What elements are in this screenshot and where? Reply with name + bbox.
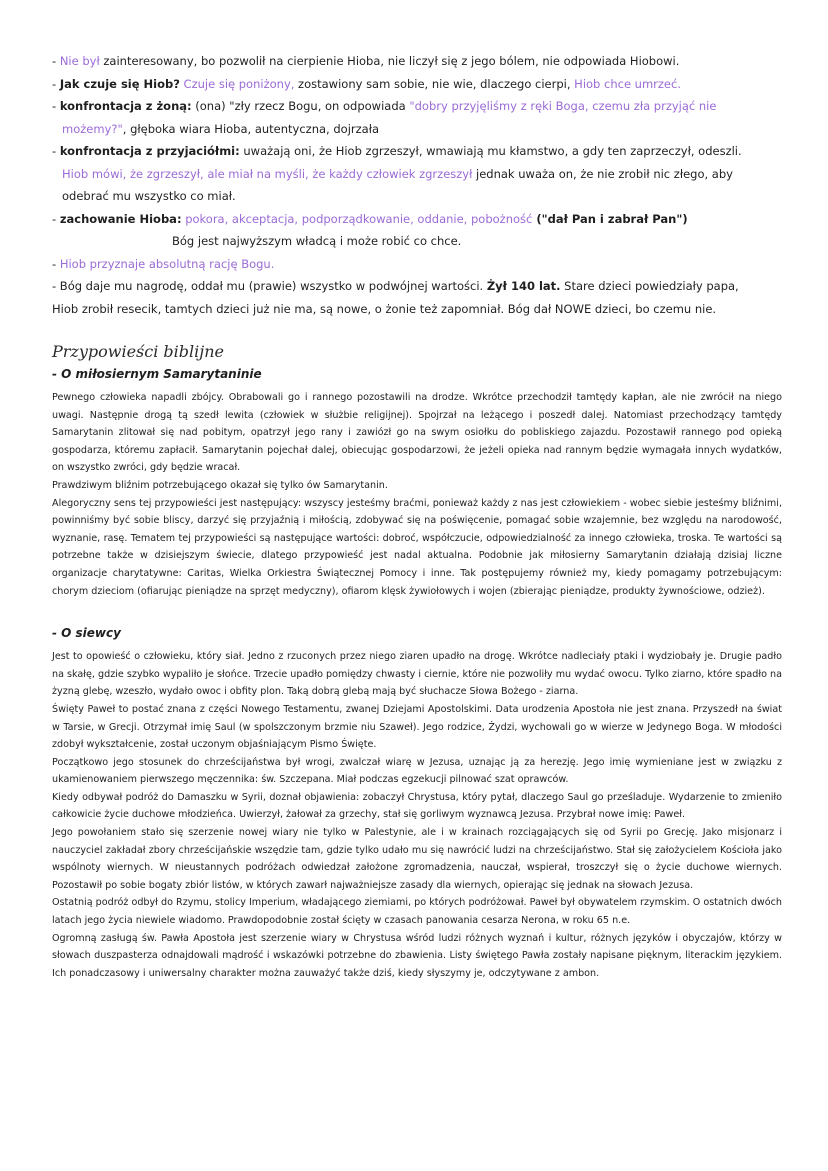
hiob-line-12: Hiob zrobił resecik, tamtych dzieci już nie ma, są nowe, o żonie też zapomniał. Bóg dał NOWE dzieci, bo czemu nie. [52, 301, 717, 316]
text-highlight: Hiob przyznaje absolutną rację Bogu. [59, 256, 275, 271]
paragraph: Prawdziwym bliźnim potrzebującego okazał się tylko ów Samarytanin. [52, 479, 388, 491]
text: Stare dzieci powiedziały papa, [560, 279, 739, 293]
paragraph: Ostatnią podróż odbył do Rzymu, stolicy Imperium, władającego ziemiami, po których podróżował. Paweł był obywatelem rzymskim. O ostatnich dwóch latach jego życia niewiele wiadomo. Prawdopodobnie został ścięty w czasach panowania cesarza Nerona, w roku 65 n.e. [52, 897, 782, 927]
text-highlight: "dobry przyjęliśmy z ręki Boga, czemu zła przyjąć nie [409, 99, 717, 113]
bold-label: Jak czuje się Hiob? [59, 76, 180, 91]
hiob-line-2: - Jak czuje się Hiob? Czuje się poniżony, zostawiony sam sobie, nie wie, dlaczego cierpi, Hiob chce umrzeć. [52, 76, 681, 91]
hiob-line-5: - konfrontacja z przyjaciółmi: uważają oni, że Hiob zgrzeszył, wmawiają mu kłamstwo, a gdy ten zaprzeczył, odeszli. [52, 144, 742, 158]
paragraph: Święty Paweł to postać znana z części Nowego Testamentu, zwanej Dziejami Apostolskimi. Data urodzenia Apostoła nie jest znana. Przyszedł na świat w Tarsie, w Grecji. Otrzymał imię Saul (w spolszczonym brzmie niu Szaweł). Jego rodzice, Żydzi, wychowali go w wierze w Jedynego Boga. W młodości zdobył wykształcenie, został uczonym objaśniającym Pismo Święte. [52, 703, 782, 751]
text: jednak uważa on, że nie zrobił nic złego, aby [472, 166, 733, 181]
hiob-line-4 [52, 118, 782, 141]
bold-label: konfrontacja z przyjaciółmi: [59, 144, 240, 158]
section-title: Przypowieści biblijne [52, 342, 224, 361]
bold-quote: ("dał Pan i zabrał Pan") [532, 211, 688, 226]
hiob-line-6 [52, 163, 782, 186]
paragraph: Jego powołaniem stało się szerzenie nowej wiary nie tylko w Palestynie, ale i w krainach rozciągających się od Syrii po Grecję. Jako misjonarz i nauczyciel zakładał zbory chrześcijańskie wszędzie tam, gdzie tylko udało mu się nawrócić ludzi na chrześcijaństwo. Stał się założycielem Kościoła jako wspólnoty wiernych. W nieustannych podróżach odwiedzał założone zgromadzenia, nauczał, wspierał, troszczył się o życie duchowe wiernych. Pozostawił po sobie bogaty zbiór listów, w których zawarł najważniejsze zasady dla wiernych, opierając się jednak na słowach Jezusa. [52, 827, 782, 891]
text: zainteresowany, bo pozwolił na cierpienie Hioba, nie liczył się z jego bólem, nie odpowiada Hiobowi. [99, 54, 680, 68]
text: , głęboka wiara Hioba, autentyczna, dojrzała [122, 121, 380, 136]
text-highlight: Hiob mówi, że zgrzeszył, ale miał na myśli, że każdy człowiek zgrzeszył [62, 166, 473, 181]
paragraph: Ogromną zasługą św. Pawła Apostoła jest szerzenie wiary w Chrystusa wśród ludzi różnych wyznań i kultur, różnych języków i obyczajów, którzy w słowach duszpasterza odnajdowali mądrość i wskazówki potrzebne do zbawienia. Listy świętego Pawła zostały napisane pięknym, literackim językiem. Ich ponadczasowy i uniwersalny charakter można zauważyć także dziś, kiedy słyszymy je, odczytywane z ambon. [52, 932, 782, 979]
text: - Bóg daje mu nagrodę, oddał mu (prawie) wszystko w podwójnej wartości. [52, 279, 487, 293]
text-highlight: pokora, akceptacja, podporządkowanie, oddanie, pobożność [181, 211, 533, 226]
paragraph: Kiedy odbywał podróż do Damaszku w Syrii, doznał objawienia: zobaczył Chrystusa, który pytał, dlaczego Saul go prześladuje. Wydarzenie to zmieniło całkowicie życie duchowe młodzieńca. Uwierzył, żałował za grzechy, stał się gorliwym wyznawcą Jezusa. Przybrał nowe imię: Paweł. [52, 791, 782, 821]
text: uważają oni, że Hiob zgrzeszył, wmawiają mu kłamstwo, a gdy ten zaprzeczył, odeszli. [239, 144, 742, 158]
text-highlight: możemy?" [62, 121, 123, 136]
spacer [52, 600, 782, 620]
hiob-line-11 [52, 275, 782, 298]
document-page [52, 50, 782, 982]
text-highlight: Nie był [59, 54, 100, 68]
hiob-line-9: Bóg jest najwyższym władcą i może robić co chce. [172, 234, 462, 248]
paragraph: Alegoryczny sens tej przypowieści jest następujący: wszyscy jesteśmy braćmi, ponieważ każdy z nas jest człowiekiem - wobec siebie jesteśmy bliźnimi, powinniśmy być sobie bliscy, darzyć się przyjaźnią i miłością, zdobywać się na poświęcenie, pomagać sobie wzajemnie, bez względu na narodowość, wyznanie, rasę. Tematem tej przypowieści są następujące wartości: dobroć, współczucie, odpowiedzialność za innego człowieka, troska. Te wartości są potrzebne także w dzisiejszym świecie, dlatego przypowieść jest nadal aktualna. Podobnie jak miłosierny Samarytanin działają dzisiaj liczne organizacje charytatywne: Caritas, Wielka Orkiestra Świątecznej Pomocy i inne. Tak postępujemy również my, kiedy pomagamy potrzebującym: chorym dzieciom (ofiarując pieniądze na sprzęt medyczny), ofiarom klęsk żywiołowych i wojen (zbierając pieniądze, produkty żywnościowe, odzież). [52, 497, 782, 597]
paragraph: Jest to opowieść o człowieku, który siał. Jedno z rzuconych przez niego ziaren upadło na drogę. Wkrótce nadleciały ptaki i wydziobały je. Drugie padło na skałę, gdzie szybko wypaliło je słońce. Trzecie upadło pomiędzy chwasty i ciernie, które nie pozwoliły mu wydać owocu. Tylko ziarno, które spadło na żyzną glebę, wzeszło, wydało owoc i obfity plon. Taką dobrą glebą mają być słuchacze Słowa Bożego - ziarna. [52, 651, 782, 698]
bold-label: Żył 140 lat. [486, 279, 561, 293]
bold-label: zachowanie Hioba: [59, 211, 182, 226]
text-highlight: Czuje się poniżony, [179, 76, 295, 91]
hiob-line-8: - zachowanie Hioba: pokora, akceptacja, podporządkowanie, oddanie, pobożność ("dał Pan i zabrał Pan") [52, 211, 688, 226]
bold-label: konfrontacja z żoną: [59, 99, 192, 113]
paragraph: Początkowo jego stosunek do chrześcijaństwa był wrogi, zwalczał wiarę w Jezusa, uznając ją za herezję. Jego imię wymieniane jest w związku z ukamienowaniem pierwszego męczennika: św. Szczepana. Miał podczas egzekucji pilnować szat oprawców. [52, 756, 782, 786]
hiob-line-7: odebrać mu wszystko co miał. [62, 189, 236, 203]
text: zostawiony sam sobie, nie wie, dlaczego cierpi, [294, 76, 575, 91]
text-highlight: Hiob chce umrzeć. [574, 76, 681, 91]
samarytanin-title: - O miłosiernym Samarytaninie [52, 367, 262, 381]
hiob-line-3: - konfrontacja z żoną: (ona) "zły rzecz Bogu, on odpowiada "dobry przyjęliśmy z ręki Boga, czemu zła przyjąć nie [52, 99, 717, 113]
hiob-line-10: - Hiob przyznaje absolutną rację Bogu. [52, 256, 275, 271]
siewca-title: - O siewcy [52, 626, 121, 641]
paragraph: Pewnego człowieka napadli zbójcy. Obrabowali go i rannego pozostawili na drodze. Wkrótce przechodził tamtędy kapłan, ale nie zwrócił na niego uwagi. Następnie drogą tą szedł lewita (człowiek w służbie religijnej). Spojrzał na leżącego i poszedł dalej. Natomiast przechodzący tamtędy Samarytanin zlitował się nad pobitym, opatrzył jego rany i zawiózł go na swym osiołku do pobliskiego zajazdu. Pozostawił rannego pod opieką gospodarza, któremu zapłacił. Samarytanin pojechał dalej, obiecując gospodarzowi, że jeżeli opieka nad rannym będzie wymagała innych wydatków, on wszystko zwróci, gdy będzie wracał. [52, 392, 782, 474]
hiob-line-1: - Nie był zainteresowany, bo pozwolił na cierpienie Hioba, nie liczył się z jego bólem, nie odpowiada Hiobowi. [52, 54, 680, 68]
text: (ona) "zły rzecz Bogu, on odpowiada [191, 99, 410, 113]
